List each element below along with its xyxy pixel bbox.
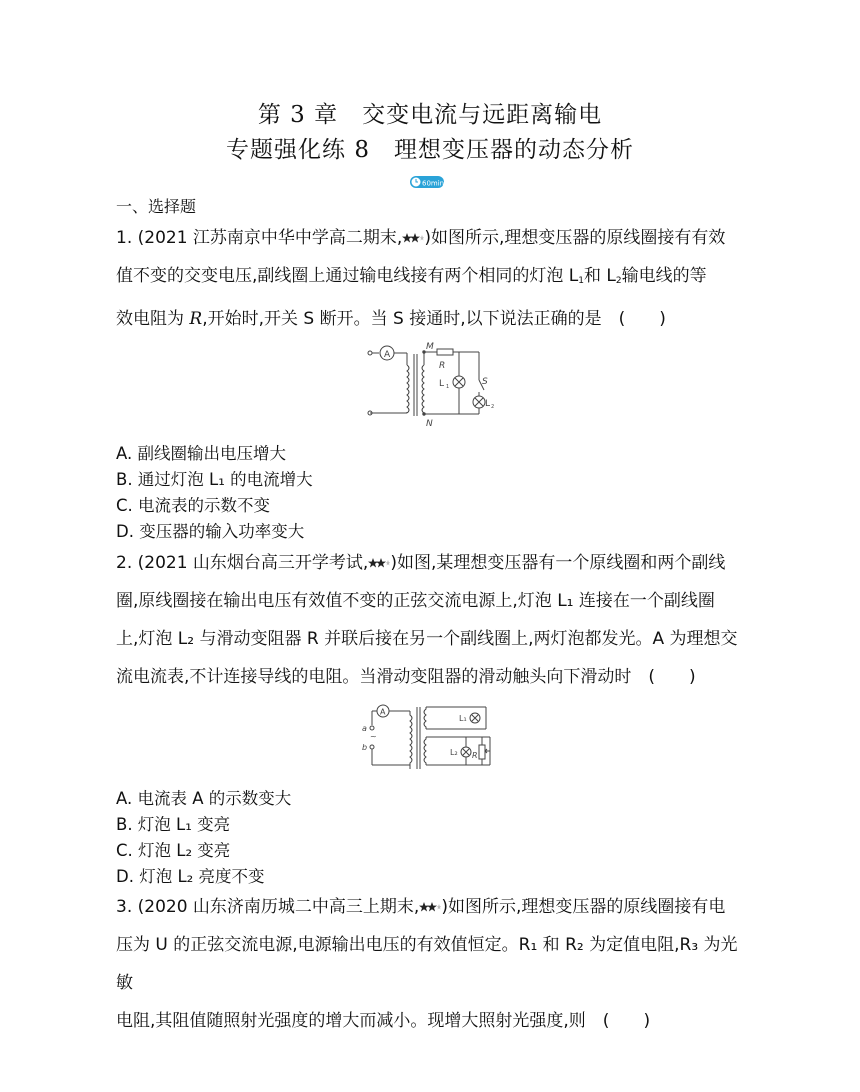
q1-option-c: C. 电流表的示数不变 [116, 496, 271, 515]
q2-option-c: C. 灯泡 L₂ 变亮 [116, 841, 231, 860]
svg-text:M: M [426, 342, 434, 352]
svg-text:L: L [439, 379, 445, 389]
q1-option-b: B. 通过灯泡 L₁ 的电流增大 [116, 470, 313, 489]
q1-option-d: D. 变压器的输入功率变大 [116, 522, 305, 541]
difficulty-star-icon [419, 901, 441, 913]
svg-text:N: N [426, 419, 433, 428]
svg-text:L: L [485, 399, 491, 409]
difficulty-star-icon [402, 232, 424, 244]
svg-text:L₂: L₂ [450, 748, 458, 757]
question-2-stem: 2. (2021 山东烟台高三开学考试, )如图,某理想变压器有一个原线圈和两个副线 圈,原线圈接在输出电压有效值不变的正弦交流电源上,灯泡 L₁ 连接在一个副线圈 上,灯泡 L₂ 与滑动变阻器 R 并联后接在另一个副线圈上,两灯泡都发光。A 为理想交 流电流表,不计连接导线的电阻。当滑动变阻器的滑动触头向下滑动时 ( ) [116, 553, 738, 687]
svg-text:S: S [482, 377, 488, 387]
svg-text:b: b [362, 743, 368, 752]
svg-text:~: ~ [370, 732, 377, 741]
svg-text:1: 1 [446, 384, 450, 390]
q2-option-b: B. 灯泡 L₁ 变亮 [116, 815, 231, 834]
svg-text:L₁: L₁ [459, 714, 467, 723]
question-1-stem: 1. (2021 江苏南京中华中学高二期末, )如图所示,理想变压器的原线圈接有有效 值不变的交变电压,副线圈上通过输电线接有两个相同的灯泡 $L_1$和 $L_2$输电线的等 效电阻为 R,开始时,开关 S 断开。当 S 接通时,以下说法正确的是 ( ) [116, 228, 726, 329]
time-badge-text: 60min [422, 179, 444, 188]
question-3-stem: 3. (2020 山东济南历城二中高三上期末, )如图所示,理想变压器的原线圈接有电 压为 U 的正弦交流电源,电源输出电压的有效值恒定。R₁ 和 R₂ 为定值电阻,R₃ 为光敏 电阻,其阻值随照射光强度的增大而减小。现增大照射光强度,则 ( ) [116, 897, 738, 1031]
worksheet-subtitle: 专题强化练 8 理想变压器的动态分析 [226, 137, 634, 163]
difficulty-star-icon [368, 557, 390, 569]
transformer-circuit-figure-1 [367, 340, 497, 428]
q1-option-a: A. 副线圈输出电压增大 [116, 444, 286, 463]
svg-text:A: A [380, 707, 386, 717]
q2-option-d: D. 灯泡 L₂ 亮度不变 [116, 867, 265, 886]
q2-option-a: A. 电流表 A 的示数变大 [116, 789, 292, 808]
transformer-circuit-figure-2 [362, 703, 502, 771]
ammeter-label: A [384, 350, 391, 360]
svg-text:2: 2 [491, 404, 495, 410]
section-heading: 一、选择题 [116, 197, 197, 216]
svg-text:R: R [472, 751, 478, 760]
chapter-title: 第 3 章 交变电流与远距离输电 [257, 102, 603, 128]
clock-badge-icon [410, 175, 444, 189]
svg-text:R: R [439, 361, 446, 371]
svg-text:a: a [362, 724, 367, 733]
